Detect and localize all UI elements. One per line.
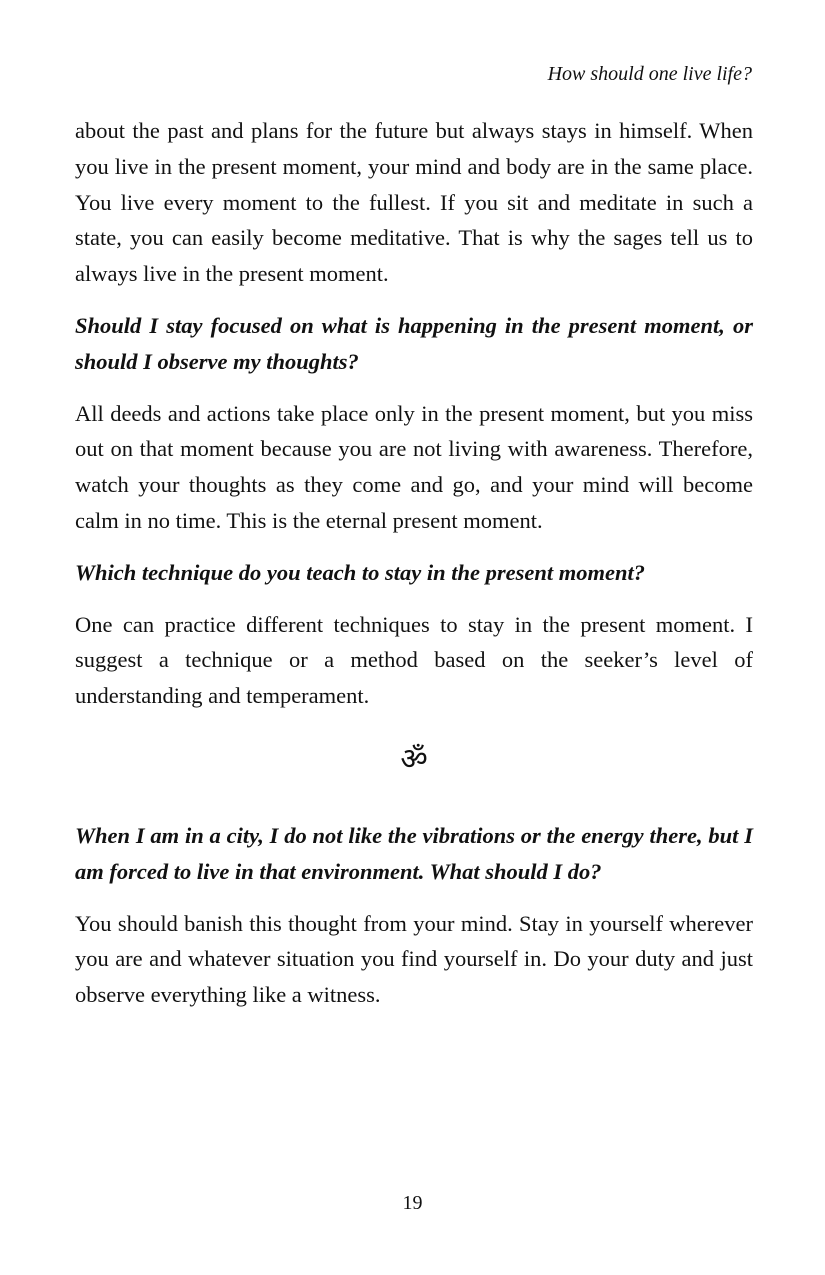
answer-paragraph: One can practice different techniques to stay in the present moment. I suggest a technique or a method based on the seeker’s level of understanding and temperament.	[75, 611, 753, 709]
om-symbol-icon: ॐ	[400, 741, 428, 777]
page-number: 19	[402, 1192, 423, 1214]
answer-paragraph: All deeds and actions take place only in the present moment, but you miss out on that moment because you are not living with awareness. Therefore, watch your thoughts as they come and go, and your mind will become calm in no time. This is the eternal present moment.	[75, 400, 753, 533]
question-heading: Should I stay focused on what is happening in the present moment, or should I observe my thoughts?	[75, 312, 753, 374]
question-heading: Which technique do you teach to stay in the present moment?	[75, 559, 646, 585]
answer-paragraph: You should banish this thought from your mind. Stay in yourself wherever you are and whatever situation you find yourself in. Do your duty and just observe everything like a witness.	[75, 910, 753, 1008]
answer-paragraph: about the past and plans for the future but always stays in himself. When you live in the present moment, your mind and body are in the same place. You live every moment to the fullest. If you sit and meditate in such a state, you can easily become meditative. That is why the sages tell us to always live in the present moment.	[75, 118, 753, 287]
question-heading: When I am in a city, I do not like the vibrations or the energy there, but I am forced to live in that environment. What should I do?	[75, 822, 753, 884]
running-head: How should one live life?	[547, 63, 752, 85]
page-body	[75, 113, 753, 1029]
